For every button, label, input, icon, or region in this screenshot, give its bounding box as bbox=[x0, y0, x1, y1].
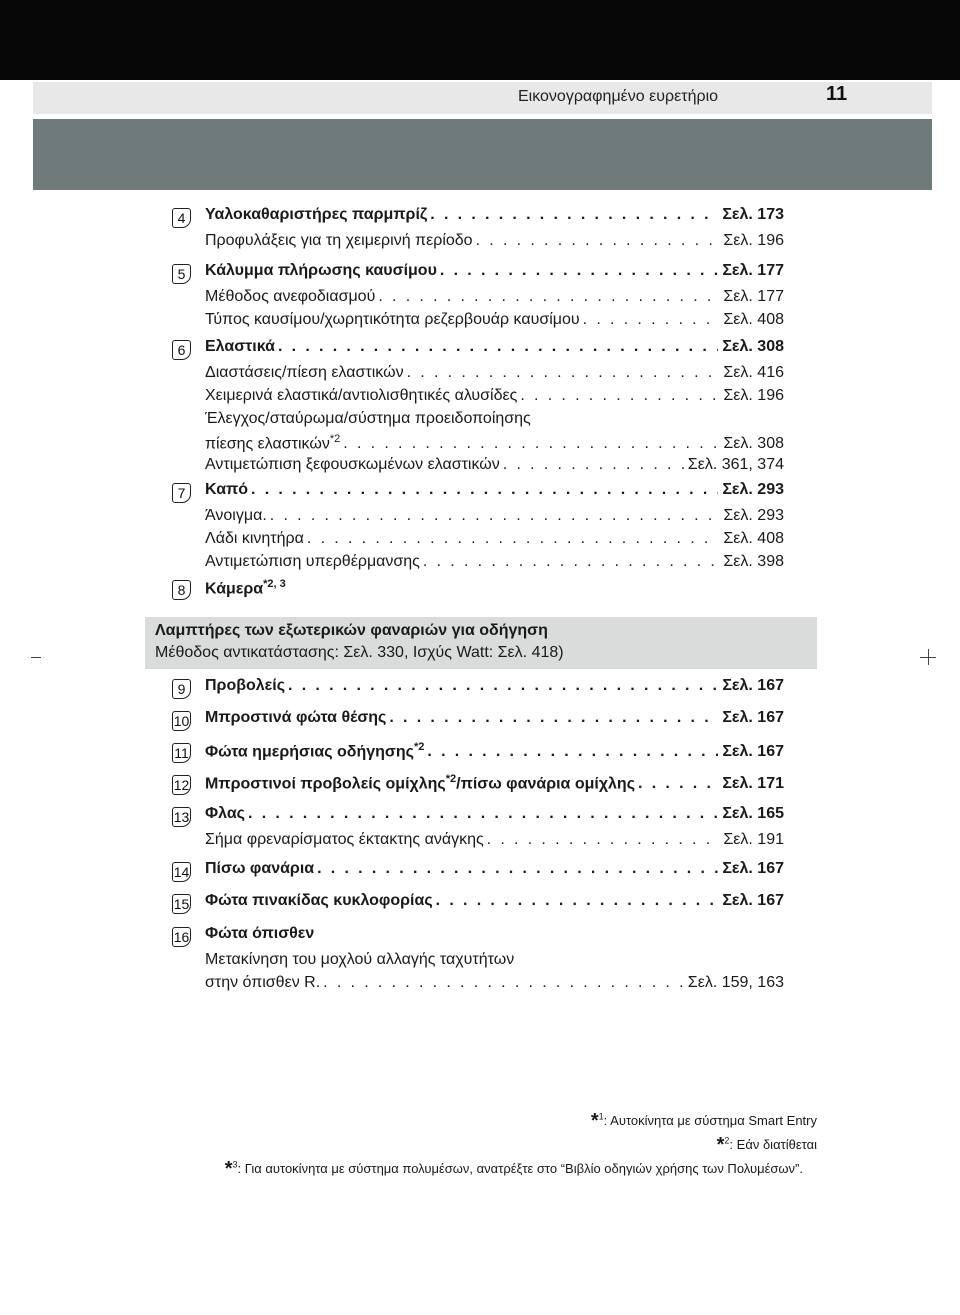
leader-dots bbox=[440, 262, 718, 280]
footnote-number: 2 bbox=[724, 1135, 730, 1146]
leader-dots bbox=[520, 387, 719, 405]
callout-number-badge: 6 bbox=[172, 340, 191, 360]
entry-title-row[interactable] bbox=[205, 709, 784, 735]
entry-title-row[interactable] bbox=[205, 481, 784, 507]
entry-title-row[interactable] bbox=[205, 805, 784, 831]
footnote-marker: *2 bbox=[445, 773, 457, 785]
page-ref: Σελ. 293 bbox=[722, 481, 784, 498]
callout-number-badge: 9 bbox=[172, 679, 191, 699]
footnote-marker: *2 bbox=[329, 433, 341, 445]
entry-title: Προβολείς bbox=[205, 677, 286, 694]
page-ref: Σελ. 177 bbox=[723, 288, 784, 305]
leader-dots bbox=[323, 974, 684, 992]
leader-dots bbox=[427, 743, 718, 761]
footnote-text: : Εάν διατίθεται bbox=[729, 1137, 817, 1152]
callout-number-badge: 4 bbox=[172, 208, 191, 228]
illustration-band bbox=[33, 119, 932, 190]
page-ref: Σελ. 416 bbox=[723, 364, 784, 381]
sub-entry-row[interactable] bbox=[205, 831, 784, 854]
sub-entry-line: Μετακίνηση του μοχλού αλλαγής ταχυτήτων bbox=[205, 951, 515, 968]
entry-title-text: Μπροστινοί προβολείς ομίχλης bbox=[205, 775, 446, 793]
index-entry-4 bbox=[172, 206, 784, 255]
page-ref: Σελ. 173 bbox=[722, 206, 784, 223]
entry-title-row[interactable] bbox=[205, 578, 784, 604]
index-entry-9 bbox=[172, 677, 784, 703]
callout-number-badge: 14 bbox=[173, 864, 190, 880]
callout-number-badge: 16 bbox=[173, 929, 190, 945]
footnote-2 bbox=[717, 1134, 817, 1157]
leader-dots bbox=[638, 775, 718, 793]
callout-number-badge: 12 bbox=[173, 777, 190, 793]
callout-number-badge: 13 bbox=[173, 809, 190, 825]
sub-entry-row[interactable] bbox=[205, 974, 784, 997]
sub-entry-row[interactable] bbox=[205, 553, 784, 576]
page-number: 11 bbox=[826, 83, 848, 105]
page-ref: Σελ. 191 bbox=[723, 831, 784, 848]
footnote-marker: *2 bbox=[413, 741, 425, 753]
sub-entry-text: Μέθοδος ανεφοδιασμού bbox=[205, 288, 376, 305]
leader-dots bbox=[583, 311, 720, 329]
page-ref: Σελ. 165 bbox=[722, 805, 784, 822]
sub-entry-label: πίεσης ελαστικών bbox=[205, 435, 330, 453]
index-entry-10 bbox=[172, 709, 784, 735]
sub-entry-text: Προφυλάξεις για τη χειμερινή περίοδο bbox=[205, 232, 473, 249]
page-ref: Σελ. 408 bbox=[723, 311, 784, 328]
sub-entry-row[interactable] bbox=[205, 507, 784, 530]
page-ref: Σελ. 167 bbox=[722, 709, 784, 726]
entry-title: Φώτα όπισθεν bbox=[205, 925, 315, 942]
sub-entry-text: Αντιμετώπιση ξεφουσκωμένων ελαστικών bbox=[205, 456, 500, 473]
sub-entry-row[interactable] bbox=[205, 456, 784, 479]
leader-dots bbox=[343, 435, 719, 453]
sub-entry-text: Άνοιγμα. bbox=[205, 507, 267, 524]
sub-entry-text bbox=[205, 433, 343, 453]
leader-dots bbox=[378, 288, 719, 306]
page-ref: Σελ. 167 bbox=[722, 743, 784, 761]
leader-dots bbox=[288, 677, 718, 695]
sub-entry-row[interactable] bbox=[205, 364, 784, 387]
entry-title: Κάμερα bbox=[205, 580, 264, 598]
leader-dots bbox=[430, 206, 718, 224]
sub-entry-text: Αντιμετώπιση υπερθέρμανσης bbox=[205, 553, 420, 570]
sub-entry-row[interactable] bbox=[205, 387, 784, 410]
leader-dots bbox=[487, 831, 720, 849]
page-ref: Σελ. 293 bbox=[723, 507, 784, 524]
entry-title: Φώτα πινακίδας κυκλοφορίας bbox=[205, 892, 433, 909]
index-entry-11 bbox=[172, 741, 784, 767]
footnote-marker: *2, 3 bbox=[263, 578, 286, 590]
index-entry-5 bbox=[172, 262, 784, 334]
crop-mark-left bbox=[31, 657, 41, 658]
footnote-asterisk: * bbox=[716, 1134, 725, 1156]
header-strip bbox=[33, 82, 932, 114]
sub-entry-text: στην όπισθεν R. bbox=[205, 974, 321, 991]
callout-number-badge: 7 bbox=[172, 483, 191, 503]
callout-number-badge: 8 bbox=[172, 580, 191, 600]
entry-title bbox=[205, 741, 427, 761]
section-header-box bbox=[145, 617, 817, 669]
footnote-asterisk: * bbox=[224, 1158, 233, 1180]
page-ref: Σελ. 159, 163 bbox=[687, 974, 784, 991]
sub-entry-row[interactable] bbox=[205, 530, 784, 553]
leader-dots bbox=[436, 892, 719, 910]
index-entry-8 bbox=[172, 578, 784, 604]
entry-title: Κάλυμμα πλήρωσης καυσίμου bbox=[205, 262, 437, 279]
page-ref: Σελ. 398 bbox=[723, 553, 784, 570]
index-entry-7 bbox=[172, 481, 784, 576]
callout-number-badge: 5 bbox=[172, 264, 191, 284]
index-entry-13 bbox=[172, 805, 784, 854]
entry-title-row[interactable] bbox=[205, 206, 784, 232]
sub-entry-text: Σήμα φρεναρίσματος έκτακτης ανάγκης bbox=[205, 831, 484, 848]
page-ref: Σελ. 167 bbox=[722, 677, 784, 694]
page-ref: Σελ. 408 bbox=[723, 530, 784, 547]
entry-title-row[interactable] bbox=[205, 925, 784, 951]
callout-number-badge: 11 bbox=[172, 743, 191, 763]
leader-dots bbox=[407, 364, 720, 382]
page-ref: Σελ. 167 bbox=[722, 892, 784, 909]
sub-entry-line: Έλεγχος/σταύρωμα/σύστημα προειδοποίησης bbox=[205, 410, 531, 427]
leader-dots bbox=[251, 481, 718, 499]
sub-entry-text: Τύπος καυσίμου/χωρητικότητα ρεζερβουάρ καυσίμου bbox=[205, 311, 580, 328]
leader-dots bbox=[423, 553, 720, 571]
entry-title: Φλας bbox=[205, 805, 245, 822]
entry-title: Μπροστινά φώτα θέσης bbox=[205, 709, 387, 726]
footnote-number: 1 bbox=[598, 1111, 604, 1122]
section-title: Λαμπτήρες των εξωτερικών φαναριών για οδήγηση bbox=[155, 622, 548, 639]
sub-entry-row[interactable] bbox=[205, 311, 784, 334]
page-header-title: Εικονογραφημένο ευρετήριο bbox=[518, 88, 719, 105]
top-black-bar bbox=[0, 0, 960, 80]
entry-title bbox=[205, 773, 638, 793]
page-ref: Σελ. 308 bbox=[723, 435, 784, 453]
sub-entry-text: Διαστάσεις/πίεση ελαστικών bbox=[205, 364, 404, 381]
entry-title-row[interactable] bbox=[205, 262, 784, 288]
leader-dots bbox=[278, 338, 718, 356]
sub-entry-row[interactable] bbox=[205, 288, 784, 311]
crop-mark-right-v bbox=[928, 649, 929, 665]
callout-number-badge: 15 bbox=[173, 896, 190, 912]
entry-title-text-after: /πίσω φανάρια ομίχλης bbox=[456, 775, 636, 793]
entry-title-row[interactable] bbox=[205, 892, 784, 918]
footnote-text: : Αυτοκίνητα με σύστημα Smart Entry bbox=[603, 1113, 817, 1128]
page-ref: Σελ. 196 bbox=[723, 387, 784, 404]
entry-title: Ελαστικά bbox=[205, 338, 275, 355]
index-entry-14 bbox=[172, 860, 784, 886]
entry-title: Υαλοκαθαριστήρες παρμπρίζ bbox=[205, 206, 428, 223]
leader-dots bbox=[389, 709, 718, 727]
entry-title: Καπό bbox=[205, 481, 249, 498]
callout-number-badge: 10 bbox=[173, 713, 190, 729]
sub-entry-text: Χειμερινά ελαστικά/αντιολισθητικές αλυσίδες bbox=[205, 387, 518, 404]
entry-title-row[interactable] bbox=[205, 860, 784, 886]
page-ref: Σελ. 171 bbox=[722, 775, 784, 793]
page-ref: Σελ. 361, 374 bbox=[687, 456, 784, 473]
index-entry-12 bbox=[172, 773, 784, 799]
page-ref: Σελ. 308 bbox=[722, 338, 784, 355]
sub-entry-text: Λάδι κινητήρα bbox=[205, 530, 304, 547]
index-entry-16 bbox=[172, 925, 784, 997]
leader-dots bbox=[307, 530, 720, 548]
leader-dots bbox=[248, 805, 718, 823]
sub-entry-row[interactable] bbox=[205, 232, 784, 255]
leader-dots bbox=[476, 232, 720, 250]
footnote-1 bbox=[591, 1110, 817, 1133]
footnote-3 bbox=[225, 1158, 803, 1181]
footnote-number: 3 bbox=[232, 1159, 238, 1170]
entry-title-row[interactable] bbox=[205, 677, 784, 703]
index-entry-6 bbox=[172, 338, 784, 479]
leader-dots bbox=[270, 507, 720, 525]
entry-title-row[interactable] bbox=[205, 773, 784, 799]
page-ref: Σελ. 167 bbox=[722, 860, 784, 877]
entry-title-row[interactable] bbox=[205, 338, 784, 364]
footnote-text: : Για αυτοκίνητα με σύστημα πολυμέσων, ανατρέξτε στο “Βιβλίο οδηγιών χρήσης των Πολυμέσων”. bbox=[237, 1161, 803, 1176]
entry-title: Πίσω φανάρια bbox=[205, 860, 315, 877]
page-ref: Σελ. 177 bbox=[722, 262, 784, 279]
sub-entry-row[interactable] bbox=[205, 433, 784, 456]
footnote-asterisk: * bbox=[590, 1110, 599, 1132]
index-entry-15 bbox=[172, 892, 784, 918]
leader-dots bbox=[317, 860, 718, 878]
page-ref: Σελ. 196 bbox=[723, 232, 784, 249]
entry-title-row[interactable] bbox=[205, 741, 784, 767]
section-subtitle: Μέθοδος αντικατάστασης: Σελ. 330, Ισχύς Watt: Σελ. 418) bbox=[155, 644, 564, 661]
entry-title-text: Φώτα ημερήσιας οδήγησης bbox=[205, 743, 414, 761]
leader-dots bbox=[503, 456, 684, 474]
